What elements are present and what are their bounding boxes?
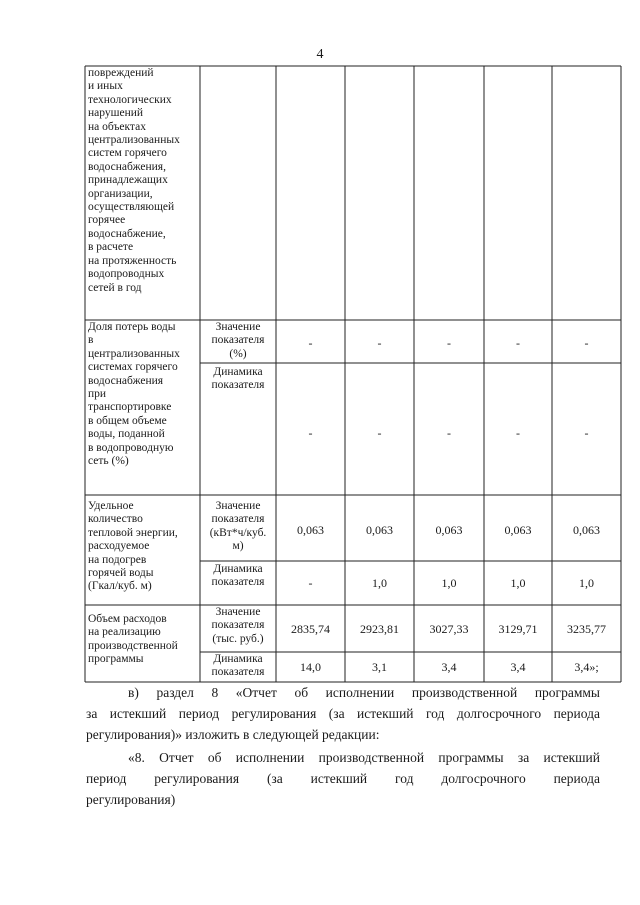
row3-dynamic: 1,0 — [579, 576, 594, 590]
row3-label: Удельное количество тепловой энергии, расходуемое на подогрев горячей воды (Гкал/куб. м) — [88, 500, 178, 593]
row4-value: 3027,33 — [429, 622, 469, 636]
row4-dynamic: 3,4 — [441, 660, 457, 674]
row2-dynamic: - — [308, 426, 313, 440]
row4-dynamic: 3,1 — [372, 660, 387, 674]
row2-value: - — [584, 336, 589, 350]
row3-dynamic: 1,0 — [372, 576, 387, 590]
paragraph-line: регулирования) — [86, 792, 176, 807]
paragraph-line: «8. Отчет об исполнении производственной программы за истекший — [128, 750, 600, 765]
row4-value: 3129,71 — [498, 622, 538, 636]
row2-dynamic: - — [447, 426, 451, 440]
row3-value-label: Значение показателя (кВт*ч/куб. м) — [209, 500, 267, 553]
row3-value: 0,063 — [297, 523, 324, 537]
row4-dynamic: 14,0 — [300, 660, 321, 674]
row4-value: 3235,77 — [567, 622, 606, 636]
row2-value: - — [516, 336, 520, 350]
paragraph-line: в) раздел 8 «Отчет об исполнении производственной программы — [128, 685, 600, 700]
row4-value: 2835,74 — [291, 622, 330, 636]
row3-dynamic: 1,0 — [441, 576, 457, 590]
row3-value: 0,063 — [573, 523, 600, 537]
row2-dynamic: - — [377, 426, 382, 440]
row4-dynamic: 3,4 — [510, 660, 526, 674]
row2-value: - — [377, 336, 382, 350]
page-number: 4 — [316, 47, 324, 62]
row1-label: повреждений и иных технологических нарушений на объектах централизованных систем горячего водоснабжения, принадлежащих организации, осуществляющей горячее водоснабжение, в расчете на протяженность водопроводных сетей в год — [88, 67, 180, 294]
row2-dynamic: - — [516, 426, 520, 440]
row3-value: 0,063 — [504, 523, 532, 537]
row4-dynamic-label: Динамика показателя — [211, 653, 265, 679]
section-heading-paragraph — [86, 747, 600, 810]
paragraph-line: за истекший период регулирования (за истекший год долгосрочного периода — [86, 706, 600, 721]
row3-dynamic: - — [308, 576, 313, 590]
row2-label: Доля потерь воды в централизованных системах горячего водоснабжения при транспортировке в общем объеме воды, поданной в водопроводную сеть (%) — [88, 321, 180, 468]
row2-dynamic-label: Динамика показателя — [211, 366, 265, 392]
row3-value: 0,063 — [366, 523, 393, 537]
row4-label: Объем расходов на реализацию производственной программы — [88, 613, 178, 666]
row2-value: - — [447, 336, 451, 350]
amendment-paragraph — [86, 682, 600, 745]
row3-dynamic-label: Динамика показателя — [211, 563, 265, 589]
row3-value: 0,063 — [435, 523, 463, 537]
paragraph-line: период регулирования (за истекший год долгосрочного периода — [86, 771, 600, 786]
row3-dynamic: 1,0 — [510, 576, 526, 590]
row2-dynamic: - — [584, 426, 589, 440]
row4-dynamic: 3,4»; — [574, 660, 599, 674]
row4-value-label: Значение показателя (тыс. руб.) — [211, 606, 265, 645]
paragraph-line: регулирования)» изложить в следующей редакции: — [86, 727, 380, 742]
row2-value-label: Значение показателя (%) — [211, 321, 265, 360]
row2-value: - — [308, 336, 313, 350]
row4-value: 2923,81 — [360, 622, 399, 636]
